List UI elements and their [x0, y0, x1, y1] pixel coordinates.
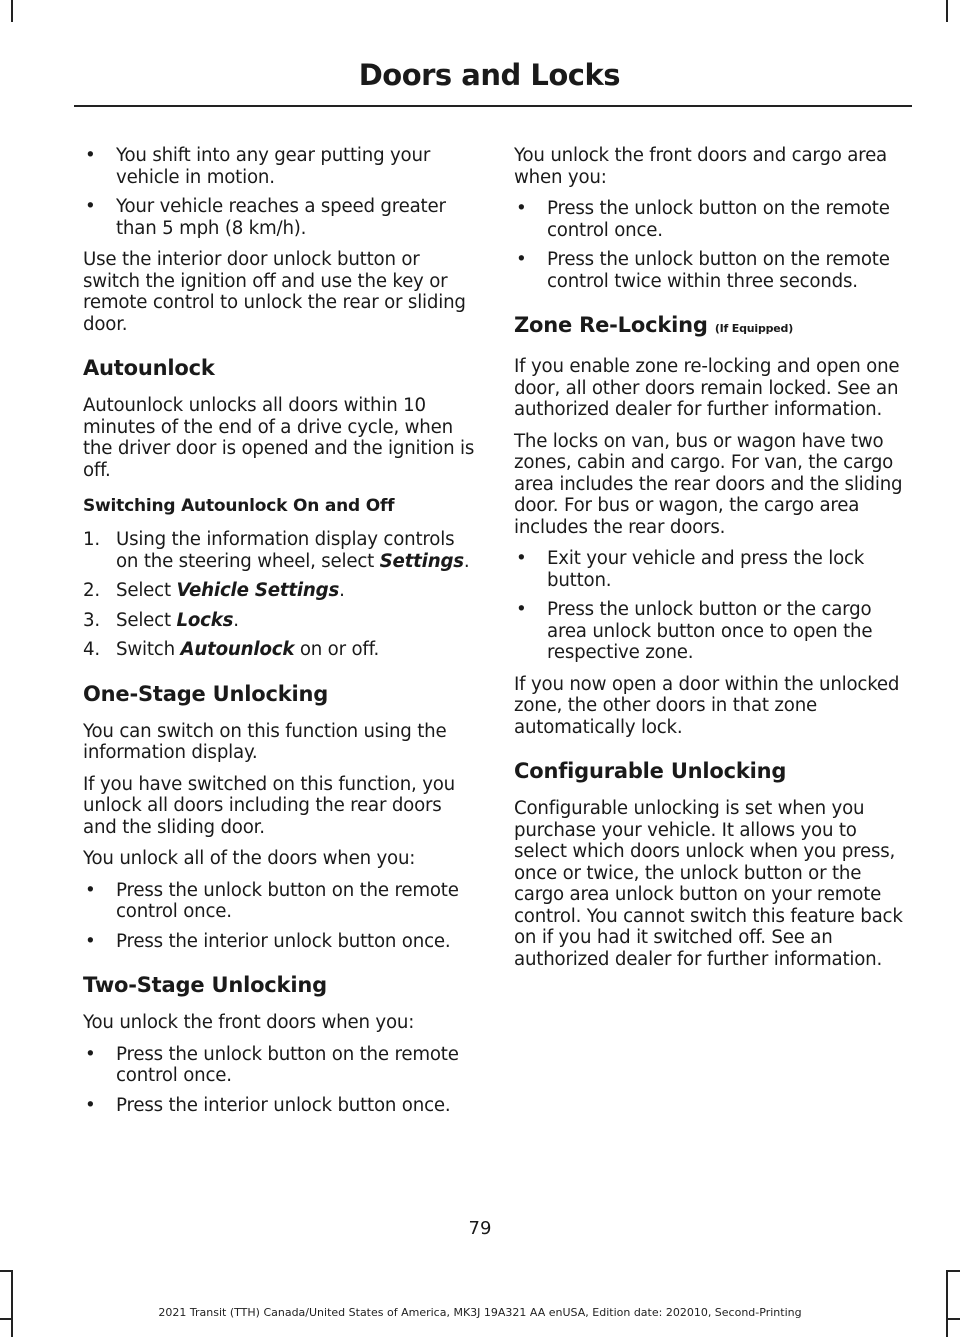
paragraph: You unlock the front doors and cargo area when you: [514, 145, 887, 188]
bullet-mark: • [85, 1043, 96, 1065]
menu-term: Locks [176, 609, 234, 631]
bullet-list [83, 145, 478, 239]
menu-term: Vehicle Settings [176, 580, 340, 601]
bullet-mark: • [85, 1094, 96, 1116]
crop-mark [946, 1270, 948, 1337]
crop-mark [946, 0, 948, 22]
menu-term: Autounlock [180, 639, 295, 660]
left-column [83, 145, 478, 1126]
header-rule [74, 105, 912, 107]
paragraph: Configurable unlocking is set when you purchase your vehicle. It allows you to select which doors unlock when you press, once or twice, the unlock button or the cargo area unlock button on your remote control. You cannot switch this feature back on if you had it switched off. See an authorized dealer for further information. [514, 798, 903, 970]
bullet-list [514, 548, 909, 664]
section-heading-zone-relocking: Zone Re-Locking (If Equipped) [514, 313, 794, 337]
list-item: • Exit your vehicle and press the lock button. [516, 548, 865, 591]
step-item: 4. Switch Autounlock on or off. [83, 639, 380, 660]
footer-edition-info: 2021 Transit (TTH) Canada/United States of America, MK3J 19A321 AA enUSA, Edition date: 202010, Second-Printing [158, 1306, 802, 1319]
list-item: • Press the interior unlock button once. [85, 930, 451, 952]
paragraph: You can switch on this function using the information display. [83, 720, 447, 763]
paragraph: If you enable zone re-locking and open one door, all other doors remain locked. See an authorized dealer for further information. [514, 356, 900, 420]
bullet-mark: • [516, 599, 527, 620]
section-heading-one-stage: One-Stage Unlocking [83, 681, 329, 706]
numbered-steps [83, 529, 478, 661]
list-item: • Press the unlock button on the remote control once. [85, 1043, 459, 1086]
section-heading-configurable: Configurable Unlocking [514, 759, 787, 783]
list-item: • Your vehicle reaches a speed greater than 5 mph (8 km/h). [85, 196, 446, 239]
bullet-mark: • [516, 249, 527, 270]
if-equipped-note: (If Equipped) [714, 322, 794, 335]
menu-term: Settings [379, 550, 464, 572]
bullet-list [83, 880, 478, 953]
right-column [514, 145, 909, 980]
section-heading-autounlock: Autounlock [83, 356, 215, 380]
bullet-list [83, 1044, 478, 1117]
paragraph: You unlock the front doors when you: [83, 1012, 415, 1033]
step-item: 1. Using the information display controls on the steering wheel, select Settings. [83, 529, 470, 572]
list-item: • You shift into any gear putting your vehicle in motion. [85, 145, 431, 188]
crop-mark [948, 1270, 960, 1272]
list-item: • Press the interior unlock button once. [85, 1094, 451, 1116]
bullet-mark: • [85, 930, 96, 952]
bullet-mark: • [516, 548, 527, 569]
list-item: • Press the unlock button or the cargo area unlock button once to open the respective zone. [516, 599, 873, 663]
bullet-list [514, 198, 909, 292]
paragraph: You unlock all of the doors when you: [83, 848, 416, 869]
section-heading-two-stage: Two-Stage Unlocking [83, 973, 327, 997]
page-number: 79 [468, 1218, 492, 1239]
list-item: • Press the unlock button on the remote control once. [85, 879, 459, 922]
paragraph: The locks on van, bus or wagon have two zones, cabin and cargo. For van, the cargo area includes the rear doors and the sliding door. For bus or wagon, the cargo area includes the rear doors. [514, 430, 903, 538]
crop-mark [11, 1270, 13, 1337]
bullet-mark: • [516, 198, 527, 219]
bullet-mark: • [85, 196, 96, 217]
list-item: • Press the unlock button on the remote control twice within three seconds. [516, 249, 890, 292]
bullet-mark: • [85, 145, 96, 166]
paragraph: If you have switched on this function, you unlock all doors including the rear doors and the sliding door. [83, 773, 456, 838]
bullet-mark: • [85, 879, 96, 901]
list-item: • Press the unlock button on the remote control once. [516, 198, 890, 241]
crop-mark [0, 1270, 12, 1272]
page-header-title: Doors and Locks [358, 58, 620, 92]
crop-mark [11, 0, 13, 22]
paragraph: If you now open a door within the unlocked zone, the other doors in that zone automatically lock. [514, 673, 900, 738]
paragraph: Use the interior door unlock button or switch the ignition off and use the key or remote control to unlock the rear or sliding door. [83, 249, 466, 335]
step-item: 2. Select Vehicle Settings. [83, 580, 345, 601]
paragraph: Autounlock unlocks all doors within 10 minutes of the end of a drive cycle, when the driver door is opened and the ignition is off. [83, 395, 475, 481]
subsection-heading-switching: Switching Autounlock On and Off [83, 496, 395, 516]
step-item: 3. Select Locks. [83, 609, 239, 631]
